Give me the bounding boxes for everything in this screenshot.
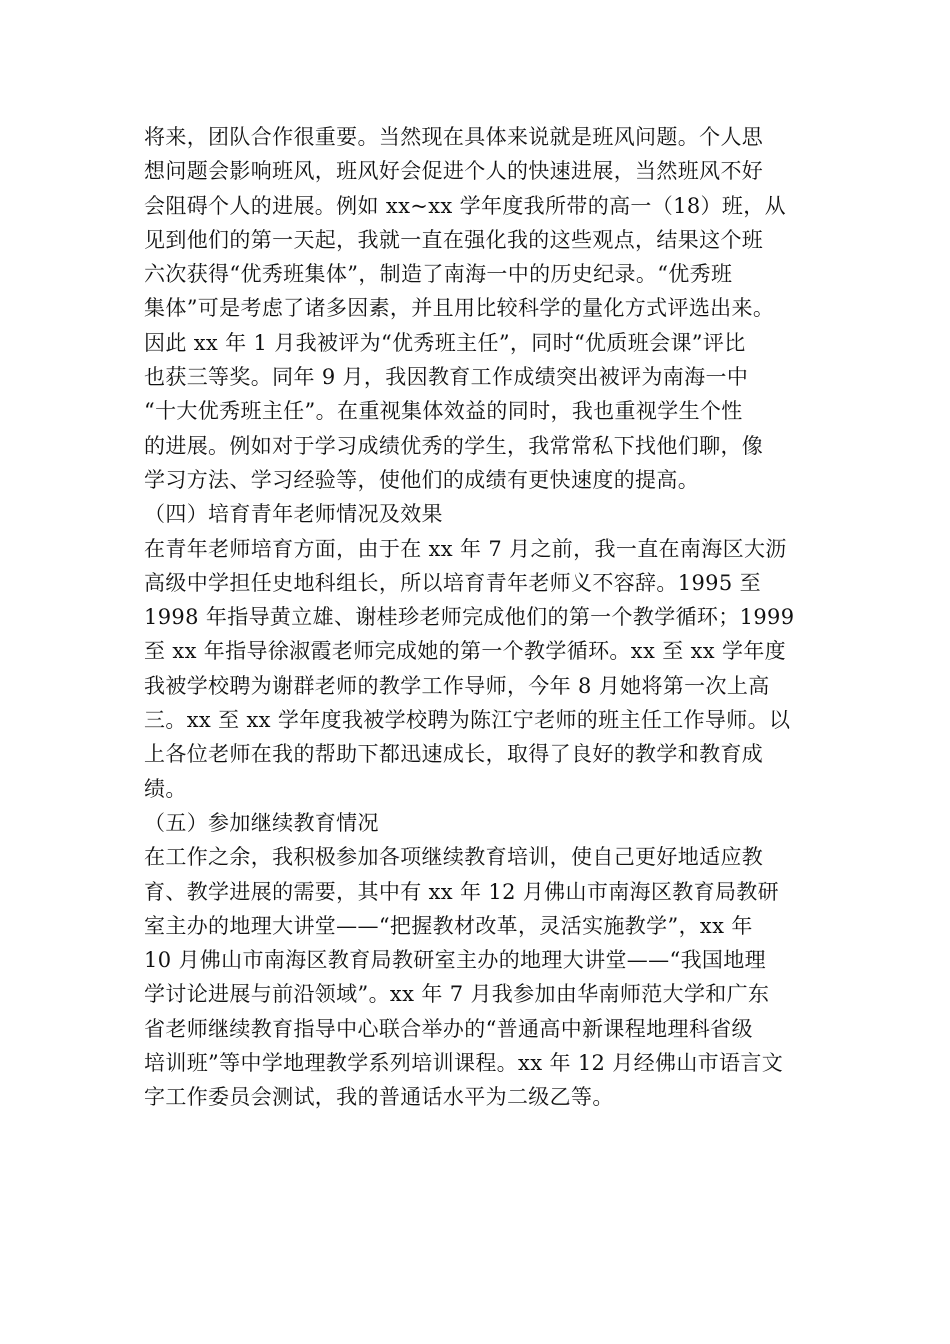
paragraph-line: 集体”可是考虑了诸多因素，并且用比较科学的量化方式评选出来。 — [144, 296, 775, 321]
paragraph-line: 培训班”等中学地理教学系列培训课程。xx 年 12 月经佛山市语言文 — [144, 1051, 784, 1076]
paragraph-line: 绩。 — [144, 776, 187, 801]
paragraph-line: 见到他们的第一天起，我就一直在强化我的这些观点，结果这个班 — [144, 227, 764, 252]
paragraph-line: 学讨论进展与前沿领域”。xx 年 7 月我参加由华南师范大学和广东 — [144, 982, 770, 1007]
paragraph-line: 在工作之余，我积极参加各项继续教育培训，使自己更好地适应教 — [144, 845, 764, 870]
paragraph-line: “十大优秀班主任”。在重视集体效益的同时，我也重视学生个性 — [144, 399, 743, 424]
paragraph-line: 高级中学担任史地科组长，所以培育青年老师义不容辞。1995 至 — [144, 570, 761, 595]
paragraph-line: 学习方法、学习经验等，使他们的成绩有更快速度的提高。 — [144, 467, 700, 492]
paragraph-line: 室主办的地理大讲堂——“把握教材改革，灵活实施教学”，xx 年 — [144, 913, 753, 938]
paragraph-line: 我被学校聘为谢群老师的教学工作导师，今年 8 月她将第一次上高 — [144, 673, 770, 698]
paragraph-line: 想问题会影响班风，班风好会促进个人的快速进展，当然班风不好 — [144, 159, 764, 184]
document-body — [144, 120, 816, 1115]
paragraph-line: 字工作委员会测试，我的普通话水平为二级乙等。 — [144, 1085, 614, 1110]
section-heading-5: （五）参加继续教育情况 — [144, 810, 379, 835]
paragraph-line: 也获三等奖。同年 9 月，我因教育工作成绩突出被评为南海一中 — [144, 365, 749, 390]
paragraph-line: 的进展。例如对于学习成绩优秀的学生，我常常私下找他们聊，像 — [144, 433, 764, 458]
paragraph-line: 上各位老师在我的帮助下都迅速成长，取得了良好的教学和教育成 — [144, 742, 764, 767]
paragraph-line: 省老师继续教育指导中心联合举办的“普通高中新课程地理科省级 — [144, 1016, 753, 1041]
paragraph-line: 三。xx 至 xx 学年度我被学校聘为陈江宁老师的班主任工作导师。以 — [144, 708, 791, 733]
paragraph-line: 将来，团队合作很重要。当然现在具体来说就是班风问题。个人思 — [144, 125, 764, 149]
paragraph-line: 育、教学进展的需要，其中有 xx 年 12 月佛山市南海区教育局教研 — [144, 879, 780, 904]
paragraph-line: 至 xx 年指导徐淑霞老师完成她的第一个教学循环。xx 至 xx 学年度 — [144, 639, 787, 664]
paragraph-line: 1998 年指导黄立雄、谢桂珍老师完成他们的第一个教学循环；1999 — [144, 605, 795, 630]
paragraph-line: 10 月佛山市南海区教育局教研室主办的地理大讲堂——“我国地理 — [144, 948, 766, 973]
section-heading-4: （四）培育青年老师情况及效果 — [144, 502, 443, 527]
paragraph-line: 在青年老师培育方面，由于在 xx 年 7 月之前，我一直在南海区大沥 — [144, 536, 787, 561]
paragraph-line: 会阻碍个人的进展。例如 xx~xx 学年度我所带的高一（18）班，从 — [144, 193, 786, 218]
paragraph-line: 六次获得“优秀班集体”，制造了南海一中的历史纪录。“优秀班 — [144, 262, 733, 287]
paragraph-line: 因此 xx 年 1 月我被评为“优秀班主任”，同时“优质班会课”评比 — [144, 330, 746, 355]
